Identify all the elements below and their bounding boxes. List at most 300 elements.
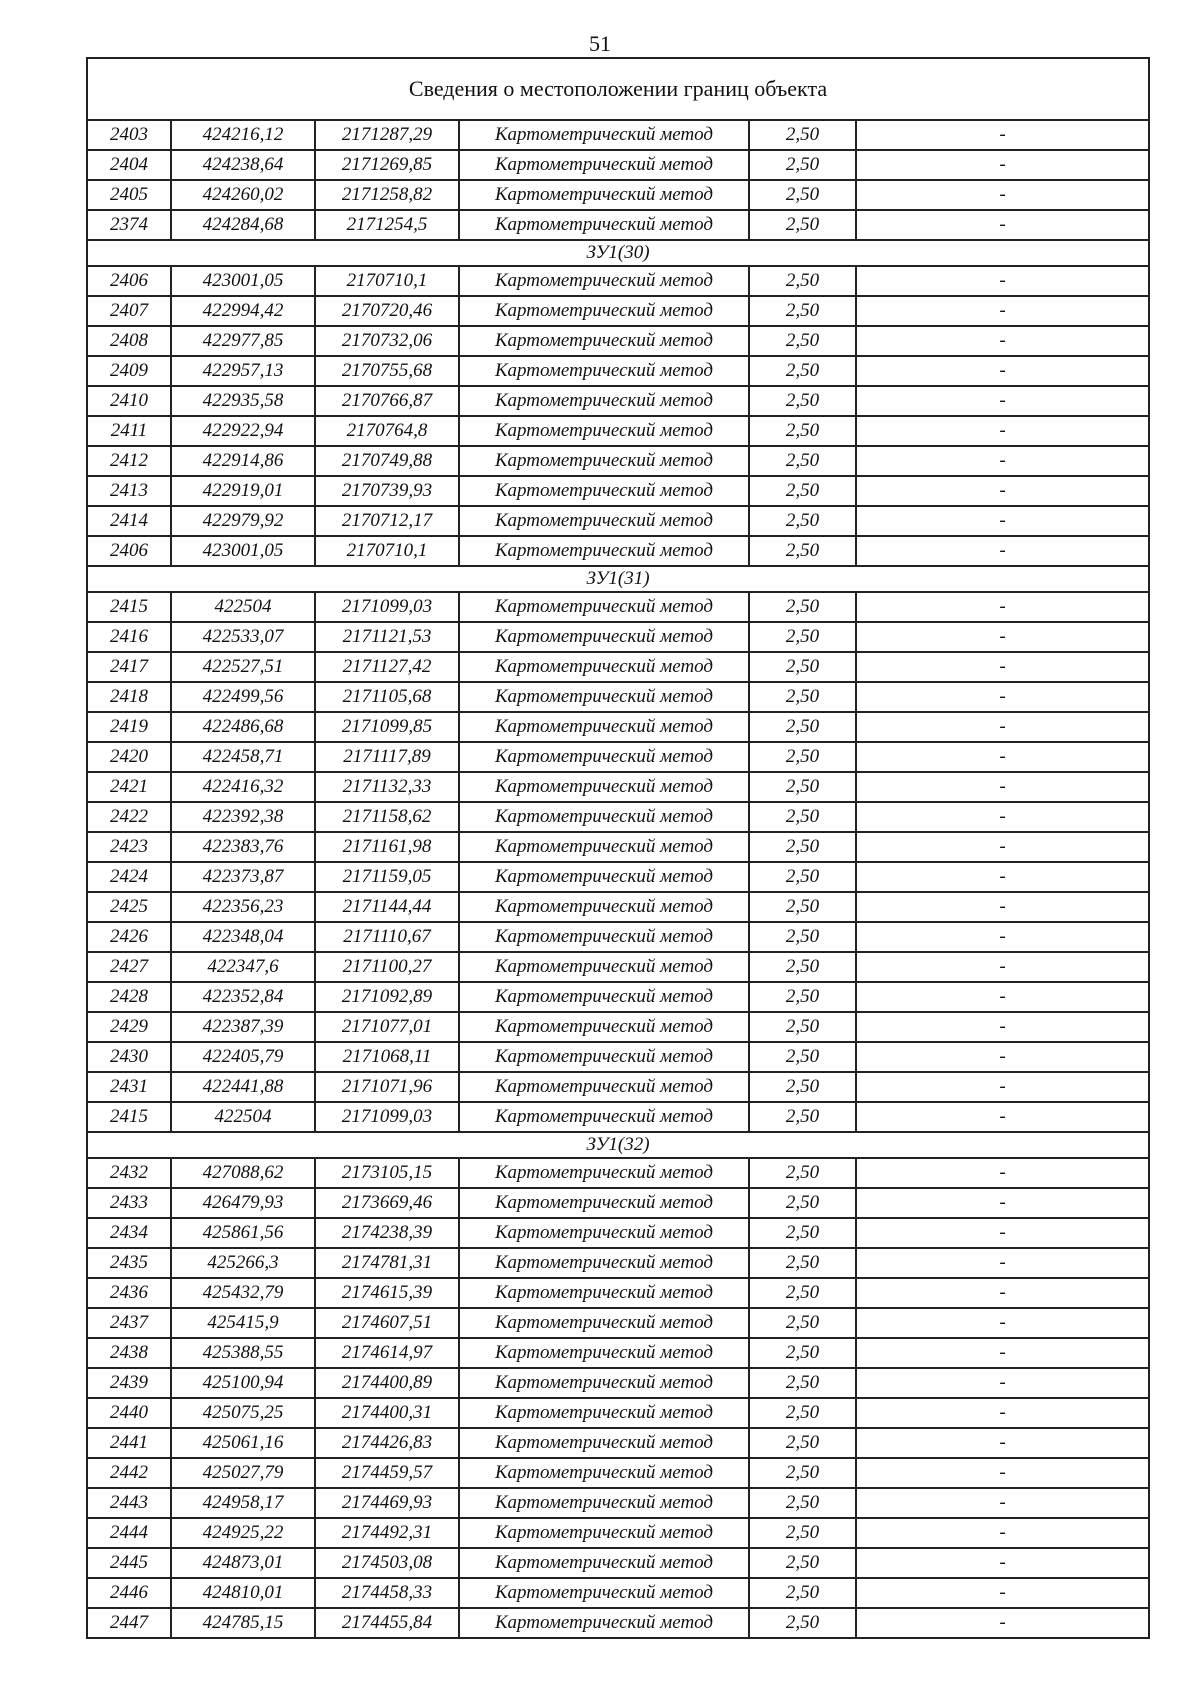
- method-cell: Картометрический метод: [460, 121, 750, 149]
- accuracy-cell: 2,50: [750, 181, 857, 209]
- description-cell: -: [999, 1252, 1006, 1273]
- table-row: [88, 447, 1148, 477]
- accuracy-cell: 2,50: [750, 863, 857, 891]
- x-coordinate-cell: 424873,01: [172, 1549, 316, 1577]
- x-coordinate-cell: 424925,22: [172, 1519, 316, 1547]
- x-coordinate-cell: 422499,56: [172, 683, 316, 711]
- x-coordinate-cell: 422348,04: [172, 923, 316, 951]
- y-coordinate-cell: 2171287,29: [316, 121, 460, 149]
- y-coordinate-cell: 2170749,88: [316, 447, 460, 475]
- table-row: [88, 1189, 1148, 1219]
- y-coordinate-cell: 2174426,83: [316, 1429, 460, 1457]
- accuracy-cell: 2,50: [750, 297, 857, 325]
- point-number-cell: 2411: [88, 417, 172, 445]
- accuracy-cell: 2,50: [750, 1073, 857, 1101]
- table-row: [88, 417, 1148, 447]
- point-number-cell: 2405: [88, 181, 172, 209]
- y-coordinate-cell: 2174503,08: [316, 1549, 460, 1577]
- description-cell: -: [999, 866, 1006, 887]
- description-cell: -: [999, 956, 1006, 977]
- table-row: [88, 1073, 1148, 1103]
- y-coordinate-cell: 2171099,03: [316, 593, 460, 621]
- accuracy-cell: 2,50: [750, 983, 857, 1011]
- x-coordinate-cell: 422416,32: [172, 773, 316, 801]
- description-cell: -: [999, 1342, 1006, 1363]
- table-row: [88, 477, 1148, 507]
- description-cell: -: [999, 480, 1006, 501]
- accuracy-cell: 2,50: [750, 477, 857, 505]
- x-coordinate-cell: 422922,94: [172, 417, 316, 445]
- accuracy-cell: 2,50: [750, 833, 857, 861]
- y-coordinate-cell: 2171161,98: [316, 833, 460, 861]
- accuracy-cell: 2,50: [750, 1399, 857, 1427]
- table-row: [88, 1013, 1148, 1043]
- accuracy-cell: 2,50: [750, 1043, 857, 1071]
- y-coordinate-cell: 2171100,27: [316, 953, 460, 981]
- description-cell: -: [999, 540, 1006, 561]
- y-coordinate-cell: 2171110,67: [316, 923, 460, 951]
- y-coordinate-cell: 2171269,85: [316, 151, 460, 179]
- y-coordinate-cell: 2171144,44: [316, 893, 460, 921]
- point-number-cell: 2406: [88, 267, 172, 295]
- description-cell: -: [999, 626, 1006, 647]
- table-row: [88, 387, 1148, 417]
- point-number-cell: 2408: [88, 327, 172, 355]
- accuracy-cell: 2,50: [750, 537, 857, 565]
- point-number-cell: 2415: [88, 1103, 172, 1131]
- table-row: [88, 1519, 1148, 1549]
- accuracy-cell: 2,50: [750, 1489, 857, 1517]
- table-title: Сведения о местоположении границ объекта: [88, 59, 1148, 121]
- accuracy-cell: 2,50: [750, 211, 857, 239]
- description-cell: -: [999, 1046, 1006, 1067]
- y-coordinate-cell: 2174400,31: [316, 1399, 460, 1427]
- point-number-cell: 2426: [88, 923, 172, 951]
- x-coordinate-cell: 422914,86: [172, 447, 316, 475]
- y-coordinate-cell: 2174400,89: [316, 1369, 460, 1397]
- point-number-cell: 2424: [88, 863, 172, 891]
- description-cell: -: [999, 1612, 1006, 1633]
- description-cell: -: [999, 806, 1006, 827]
- section-label: ЗУ1(32): [88, 1133, 1148, 1159]
- method-cell: Картометрический метод: [460, 1043, 750, 1071]
- accuracy-cell: 2,50: [750, 1549, 857, 1577]
- section-label: ЗУ1(31): [88, 567, 1148, 593]
- method-cell: Картометрический метод: [460, 803, 750, 831]
- description-cell: -: [999, 986, 1006, 1007]
- section-label: ЗУ1(30): [88, 241, 1148, 267]
- y-coordinate-cell: 2171105,68: [316, 683, 460, 711]
- method-cell: Картометрический метод: [460, 1189, 750, 1217]
- accuracy-cell: 2,50: [750, 683, 857, 711]
- table-row: [88, 1429, 1148, 1459]
- y-coordinate-cell: 2170766,87: [316, 387, 460, 415]
- y-coordinate-cell: 2174469,93: [316, 1489, 460, 1517]
- accuracy-cell: 2,50: [750, 447, 857, 475]
- x-coordinate-cell: 422957,13: [172, 357, 316, 385]
- point-number-cell: 2427: [88, 953, 172, 981]
- y-coordinate-cell: 2173105,15: [316, 1159, 460, 1187]
- method-cell: Картометрический метод: [460, 537, 750, 565]
- x-coordinate-cell: 422352,84: [172, 983, 316, 1011]
- method-cell: Картометрический метод: [460, 387, 750, 415]
- table-row: [88, 803, 1148, 833]
- y-coordinate-cell: 2170755,68: [316, 357, 460, 385]
- description-cell: -: [999, 1312, 1006, 1333]
- page-number: 51: [589, 31, 611, 56]
- point-number-cell: 2409: [88, 357, 172, 385]
- point-number-cell: 2416: [88, 623, 172, 651]
- accuracy-cell: 2,50: [750, 1579, 857, 1607]
- description-cell: -: [999, 1402, 1006, 1423]
- point-number-cell: 2435: [88, 1249, 172, 1277]
- table-row: [88, 1279, 1148, 1309]
- x-coordinate-cell: 422994,42: [172, 297, 316, 325]
- method-cell: Картометрический метод: [460, 923, 750, 951]
- x-coordinate-cell: 422405,79: [172, 1043, 316, 1071]
- accuracy-cell: 2,50: [750, 803, 857, 831]
- method-cell: Картометрический метод: [460, 151, 750, 179]
- point-number-cell: 2432: [88, 1159, 172, 1187]
- description-cell: -: [999, 1192, 1006, 1213]
- point-number-cell: 2430: [88, 1043, 172, 1071]
- y-coordinate-cell: 2171121,53: [316, 623, 460, 651]
- point-number-cell: 2425: [88, 893, 172, 921]
- accuracy-cell: 2,50: [750, 893, 857, 921]
- table-row: [88, 713, 1148, 743]
- method-cell: Картометрический метод: [460, 1429, 750, 1457]
- table-row: [88, 953, 1148, 983]
- method-cell: Картометрический метод: [460, 653, 750, 681]
- point-number-cell: 2374: [88, 211, 172, 239]
- x-coordinate-cell: 424260,02: [172, 181, 316, 209]
- y-coordinate-cell: 2171117,89: [316, 743, 460, 771]
- method-cell: Картометрический метод: [460, 1519, 750, 1547]
- x-coordinate-cell: 422504: [172, 1103, 316, 1131]
- x-coordinate-cell: 424238,64: [172, 151, 316, 179]
- point-number-cell: 2406: [88, 537, 172, 565]
- x-coordinate-cell: 425415,9: [172, 1309, 316, 1337]
- x-coordinate-cell: 422979,92: [172, 507, 316, 535]
- description-cell: -: [999, 330, 1006, 351]
- table-row: [88, 1459, 1148, 1489]
- table-row: [88, 1489, 1148, 1519]
- description-cell: -: [999, 1432, 1006, 1453]
- method-cell: Картометрический метод: [460, 1279, 750, 1307]
- y-coordinate-cell: 2171258,82: [316, 181, 460, 209]
- table-row: [88, 743, 1148, 773]
- x-coordinate-cell: 425861,56: [172, 1219, 316, 1247]
- x-coordinate-cell: 427088,62: [172, 1159, 316, 1187]
- accuracy-cell: 2,50: [750, 1309, 857, 1337]
- description-cell: -: [999, 214, 1006, 235]
- method-cell: Картометрический метод: [460, 893, 750, 921]
- method-cell: Картометрический метод: [460, 1219, 750, 1247]
- accuracy-cell: 2,50: [750, 1013, 857, 1041]
- y-coordinate-cell: 2171254,5: [316, 211, 460, 239]
- table-row: [88, 1369, 1148, 1399]
- accuracy-cell: 2,50: [750, 1249, 857, 1277]
- accuracy-cell: 2,50: [750, 593, 857, 621]
- description-cell: -: [999, 390, 1006, 411]
- point-number-cell: 2436: [88, 1279, 172, 1307]
- x-coordinate-cell: 423001,05: [172, 537, 316, 565]
- point-number-cell: 2440: [88, 1399, 172, 1427]
- x-coordinate-cell: 423001,05: [172, 267, 316, 295]
- point-number-cell: 2429: [88, 1013, 172, 1041]
- table-row: [88, 833, 1148, 863]
- table-row: [88, 1043, 1148, 1073]
- y-coordinate-cell: 2173669,46: [316, 1189, 460, 1217]
- accuracy-cell: 2,50: [750, 267, 857, 295]
- point-number-cell: 2418: [88, 683, 172, 711]
- accuracy-cell: 2,50: [750, 417, 857, 445]
- x-coordinate-cell: 422392,38: [172, 803, 316, 831]
- table-row: [88, 121, 1148, 151]
- point-number-cell: 2421: [88, 773, 172, 801]
- accuracy-cell: 2,50: [750, 357, 857, 385]
- point-number-cell: 2439: [88, 1369, 172, 1397]
- method-cell: Картометрический метод: [460, 1549, 750, 1577]
- accuracy-cell: 2,50: [750, 1159, 857, 1187]
- x-coordinate-cell: 425432,79: [172, 1279, 316, 1307]
- y-coordinate-cell: 2171068,11: [316, 1043, 460, 1071]
- description-cell: -: [999, 300, 1006, 321]
- point-number-cell: 2441: [88, 1429, 172, 1457]
- point-number-cell: 2428: [88, 983, 172, 1011]
- point-number-cell: 2420: [88, 743, 172, 771]
- description-cell: -: [999, 450, 1006, 471]
- x-coordinate-cell: 424958,17: [172, 1489, 316, 1517]
- description-cell: -: [999, 1222, 1006, 1243]
- table-body: [88, 121, 1148, 1637]
- table-row: [88, 1579, 1148, 1609]
- y-coordinate-cell: 2174607,51: [316, 1309, 460, 1337]
- point-number-cell: 2437: [88, 1309, 172, 1337]
- description-cell: -: [999, 716, 1006, 737]
- y-coordinate-cell: 2174238,39: [316, 1219, 460, 1247]
- x-coordinate-cell: 422441,88: [172, 1073, 316, 1101]
- accuracy-cell: 2,50: [750, 923, 857, 951]
- table-row: [88, 537, 1148, 567]
- point-number-cell: 2415: [88, 593, 172, 621]
- x-coordinate-cell: 425075,25: [172, 1399, 316, 1427]
- point-number-cell: 2433: [88, 1189, 172, 1217]
- x-coordinate-cell: 422373,87: [172, 863, 316, 891]
- table-row: [88, 327, 1148, 357]
- accuracy-cell: 2,50: [750, 653, 857, 681]
- method-cell: Картометрический метод: [460, 1459, 750, 1487]
- y-coordinate-cell: 2174615,39: [316, 1279, 460, 1307]
- accuracy-cell: 2,50: [750, 773, 857, 801]
- method-cell: Картометрический метод: [460, 1339, 750, 1367]
- description-cell: -: [999, 1162, 1006, 1183]
- table-row: [88, 863, 1148, 893]
- y-coordinate-cell: 2171099,85: [316, 713, 460, 741]
- description-cell: -: [999, 836, 1006, 857]
- x-coordinate-cell: 422527,51: [172, 653, 316, 681]
- method-cell: Картометрический метод: [460, 833, 750, 861]
- description-cell: -: [999, 896, 1006, 917]
- method-cell: Картометрический метод: [460, 1013, 750, 1041]
- y-coordinate-cell: 2170739,93: [316, 477, 460, 505]
- point-number-cell: 2434: [88, 1219, 172, 1247]
- x-coordinate-cell: 424216,12: [172, 121, 316, 149]
- x-coordinate-cell: 422504: [172, 593, 316, 621]
- y-coordinate-cell: 2174455,84: [316, 1609, 460, 1637]
- method-cell: Картометрический метод: [460, 593, 750, 621]
- table-row: [88, 507, 1148, 537]
- description-cell: -: [999, 360, 1006, 381]
- table-row: [88, 1609, 1148, 1637]
- y-coordinate-cell: 2170764,8: [316, 417, 460, 445]
- y-coordinate-cell: 2171159,05: [316, 863, 460, 891]
- point-number-cell: 2419: [88, 713, 172, 741]
- description-cell: -: [999, 154, 1006, 175]
- x-coordinate-cell: 425027,79: [172, 1459, 316, 1487]
- description-cell: -: [999, 776, 1006, 797]
- method-cell: Картометрический метод: [460, 211, 750, 239]
- description-cell: -: [999, 1582, 1006, 1603]
- description-cell: -: [999, 1106, 1006, 1127]
- table-row: [88, 151, 1148, 181]
- point-number-cell: 2403: [88, 121, 172, 149]
- y-coordinate-cell: 2170710,1: [316, 267, 460, 295]
- y-coordinate-cell: 2171132,33: [316, 773, 460, 801]
- y-coordinate-cell: 2170712,17: [316, 507, 460, 535]
- y-coordinate-cell: 2170720,46: [316, 297, 460, 325]
- x-coordinate-cell: 422347,6: [172, 953, 316, 981]
- accuracy-cell: 2,50: [750, 1339, 857, 1367]
- y-coordinate-cell: 2171158,62: [316, 803, 460, 831]
- method-cell: Картометрический метод: [460, 297, 750, 325]
- x-coordinate-cell: 424284,68: [172, 211, 316, 239]
- table-row: [88, 1549, 1148, 1579]
- method-cell: Картометрический метод: [460, 1609, 750, 1637]
- method-cell: Картометрический метод: [460, 1369, 750, 1397]
- table-row: [88, 1309, 1148, 1339]
- accuracy-cell: 2,50: [750, 1189, 857, 1217]
- table-row: [88, 683, 1148, 713]
- method-cell: Картометрический метод: [460, 953, 750, 981]
- x-coordinate-cell: 424810,01: [172, 1579, 316, 1607]
- method-cell: Картометрический метод: [460, 1249, 750, 1277]
- accuracy-cell: 2,50: [750, 121, 857, 149]
- description-cell: -: [999, 184, 1006, 205]
- accuracy-cell: 2,50: [750, 1219, 857, 1247]
- method-cell: Картометрический метод: [460, 417, 750, 445]
- accuracy-cell: 2,50: [750, 1519, 857, 1547]
- boundary-table: [86, 57, 1150, 1639]
- method-cell: Картометрический метод: [460, 983, 750, 1011]
- table-row: [88, 1249, 1148, 1279]
- table-row: [88, 593, 1148, 623]
- table-row: [88, 181, 1148, 211]
- point-number-cell: 2414: [88, 507, 172, 535]
- table-row: [88, 297, 1148, 327]
- y-coordinate-cell: 2170732,06: [316, 327, 460, 355]
- description-cell: -: [999, 1076, 1006, 1097]
- x-coordinate-cell: 422533,07: [172, 623, 316, 651]
- table-row: [88, 893, 1148, 923]
- y-coordinate-cell: 2170710,1: [316, 537, 460, 565]
- accuracy-cell: 2,50: [750, 327, 857, 355]
- y-coordinate-cell: 2171092,89: [316, 983, 460, 1011]
- method-cell: Картометрический метод: [460, 447, 750, 475]
- y-coordinate-cell: 2171071,96: [316, 1073, 460, 1101]
- description-cell: -: [999, 746, 1006, 767]
- method-cell: Картометрический метод: [460, 181, 750, 209]
- table-row: [88, 1399, 1148, 1429]
- table-row: [88, 773, 1148, 803]
- description-cell: -: [999, 510, 1006, 531]
- x-coordinate-cell: 422919,01: [172, 477, 316, 505]
- description-cell: -: [999, 1492, 1006, 1513]
- x-coordinate-cell: 426479,93: [172, 1189, 316, 1217]
- description-cell: -: [999, 1016, 1006, 1037]
- description-cell: -: [999, 596, 1006, 617]
- method-cell: Картометрический метод: [460, 507, 750, 535]
- point-number-cell: 2438: [88, 1339, 172, 1367]
- y-coordinate-cell: 2171077,01: [316, 1013, 460, 1041]
- x-coordinate-cell: 422383,76: [172, 833, 316, 861]
- method-cell: Картометрический метод: [460, 1309, 750, 1337]
- accuracy-cell: 2,50: [750, 1279, 857, 1307]
- method-cell: Картометрический метод: [460, 1489, 750, 1517]
- method-cell: Картометрический метод: [460, 1399, 750, 1427]
- method-cell: Картометрический метод: [460, 327, 750, 355]
- accuracy-cell: 2,50: [750, 1459, 857, 1487]
- point-number-cell: 2422: [88, 803, 172, 831]
- x-coordinate-cell: 425061,16: [172, 1429, 316, 1457]
- y-coordinate-cell: 2174459,57: [316, 1459, 460, 1487]
- method-cell: Картометрический метод: [460, 267, 750, 295]
- accuracy-cell: 2,50: [750, 1103, 857, 1131]
- x-coordinate-cell: 422387,39: [172, 1013, 316, 1041]
- point-number-cell: 2447: [88, 1609, 172, 1637]
- point-number-cell: 2413: [88, 477, 172, 505]
- table-row: [88, 623, 1148, 653]
- table-row: [88, 1103, 1148, 1133]
- x-coordinate-cell: 422458,71: [172, 743, 316, 771]
- description-cell: -: [999, 124, 1006, 145]
- y-coordinate-cell: 2174492,31: [316, 1519, 460, 1547]
- table-row: [88, 983, 1148, 1013]
- method-cell: Картометрический метод: [460, 357, 750, 385]
- y-coordinate-cell: 2171099,03: [316, 1103, 460, 1131]
- table-row: [88, 653, 1148, 683]
- y-coordinate-cell: 2174781,31: [316, 1249, 460, 1277]
- accuracy-cell: 2,50: [750, 1609, 857, 1637]
- description-cell: -: [999, 686, 1006, 707]
- point-number-cell: 2443: [88, 1489, 172, 1517]
- description-cell: -: [999, 1522, 1006, 1543]
- point-number-cell: 2431: [88, 1073, 172, 1101]
- x-coordinate-cell: 422356,23: [172, 893, 316, 921]
- accuracy-cell: 2,50: [750, 623, 857, 651]
- x-coordinate-cell: 422977,85: [172, 327, 316, 355]
- description-cell: -: [999, 270, 1006, 291]
- method-cell: Картометрический метод: [460, 773, 750, 801]
- point-number-cell: 2446: [88, 1579, 172, 1607]
- description-cell: -: [999, 1282, 1006, 1303]
- y-coordinate-cell: 2174458,33: [316, 1579, 460, 1607]
- table-row: [88, 923, 1148, 953]
- method-cell: Картометрический метод: [460, 477, 750, 505]
- description-cell: -: [999, 656, 1006, 677]
- point-number-cell: 2410: [88, 387, 172, 415]
- table-row: [88, 267, 1148, 297]
